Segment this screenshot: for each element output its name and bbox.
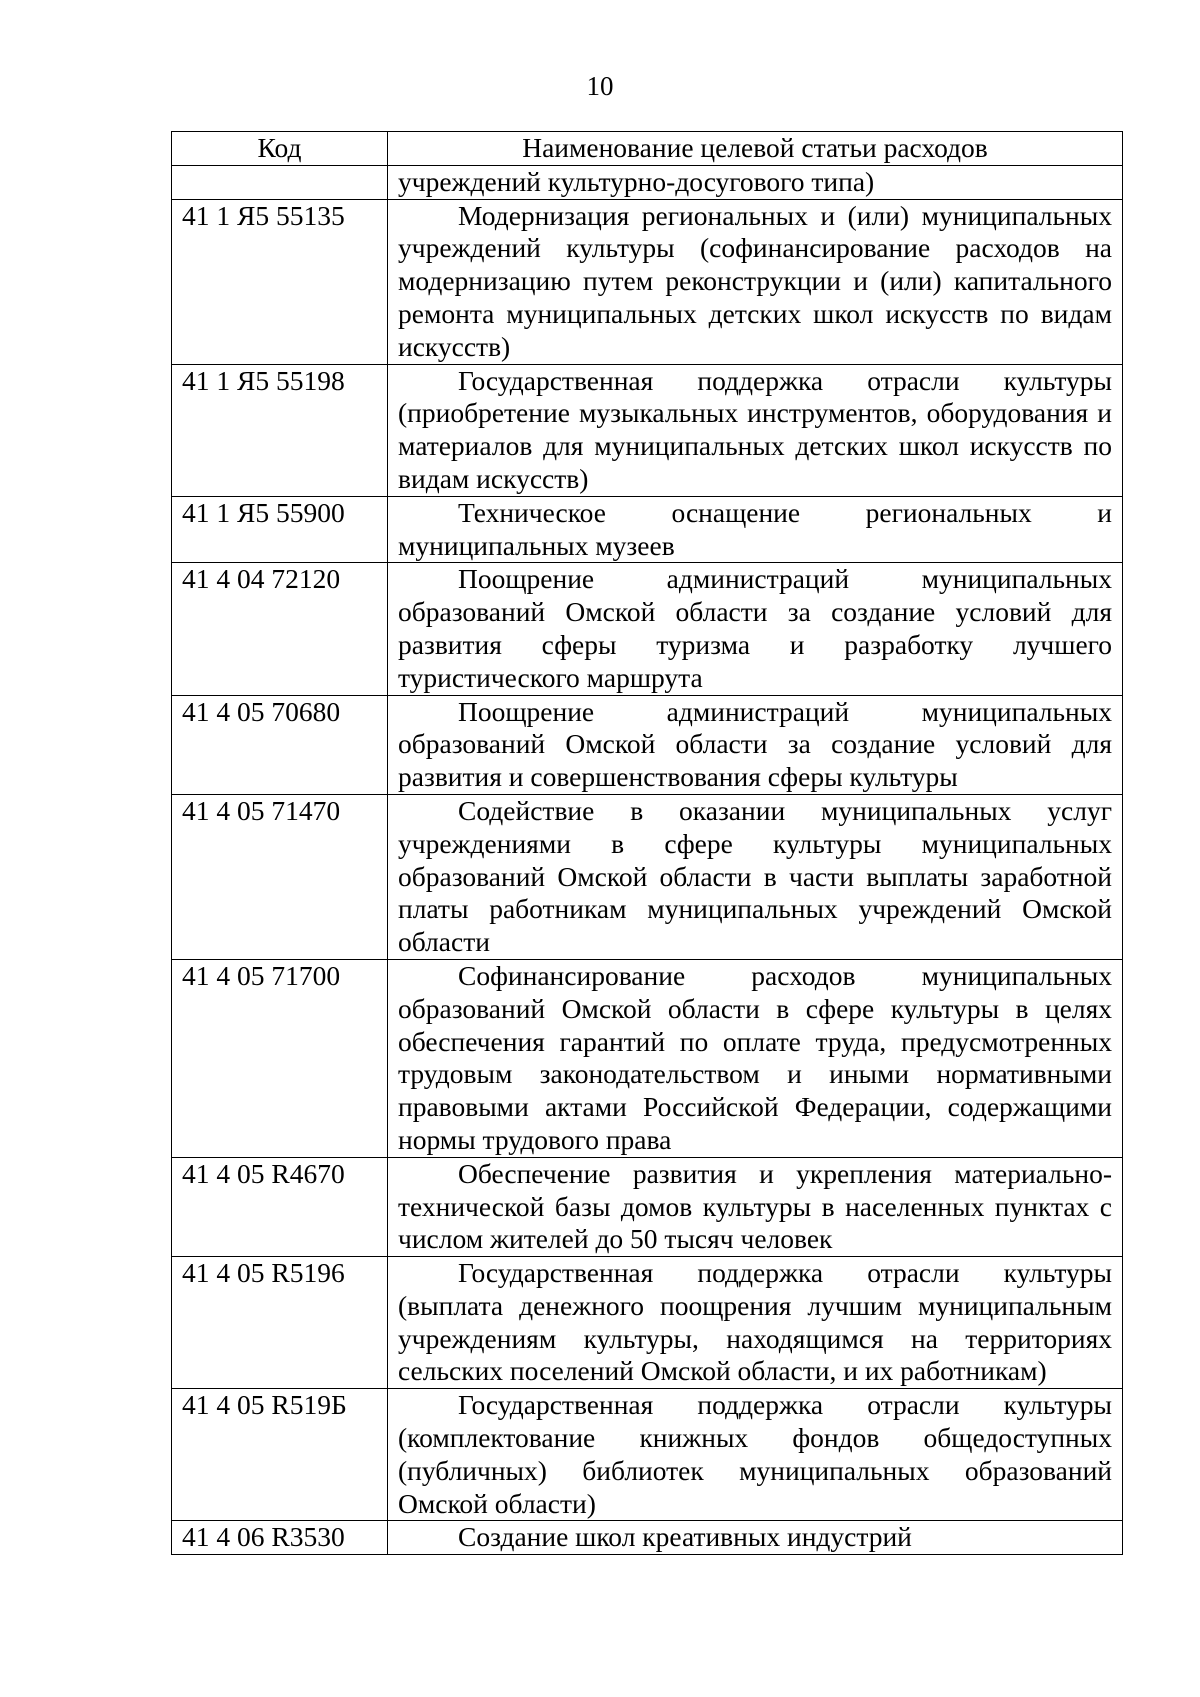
cell-code: 41 4 04 72120: [172, 563, 388, 695]
table-row: [172, 496, 1123, 563]
cell-name: учреждений культурно-досугового типа): [388, 165, 1123, 199]
cell-name: Государственная поддержка отрасли культуры (выплата денежного поощрения лучшим муниципальным учреждениям культуры, находящимся на территориях сельских поселений Омской области, и их работникам): [388, 1257, 1123, 1389]
table-row: [172, 1389, 1123, 1521]
cell-name: Содействие в оказании муниципальных услуг учреждениями в сфере культуры муниципальных образований Омской области в части выплаты заработной платы работникам муниципальных учреждений Омской области: [388, 794, 1123, 959]
cell-code: 41 4 05 R519Б: [172, 1389, 388, 1521]
cell-code: 41 4 05 71700: [172, 959, 388, 1157]
cell-code: 41 4 06 R3530: [172, 1521, 388, 1555]
cell-name: Поощрение администраций муниципальных образований Омской области за создание условий для развития сферы туризма и разработку лучшего туристического маршрута: [388, 563, 1123, 695]
table-row: [172, 959, 1123, 1157]
cell-name: Поощрение администраций муниципальных образований Омской области за создание условий для развития и совершенствования сферы культуры: [388, 695, 1123, 794]
expense-codes-table: [171, 131, 1123, 1555]
table-row: [172, 364, 1123, 496]
cell-name: Техническое оснащение региональных и муниципальных музеев: [388, 496, 1123, 563]
cell-name: Обеспечение развития и укрепления материально-технической базы домов культуры в населенных пунктах с числом жителей до 50 тысяч человек: [388, 1157, 1123, 1256]
table-row: [172, 695, 1123, 794]
header-name: Наименование целевой статьи расходов: [388, 132, 1123, 166]
cell-code: [172, 165, 388, 199]
cell-name: Софинансирование расходов муниципальных образований Омской области в сфере культуры в целях обеспечения гарантий по оплате труда, предусмотренных трудовым законодательством и иными нормативными правовыми актами Российской Федерации, содержащими нормы трудового права: [388, 959, 1123, 1157]
table-row: [172, 199, 1123, 364]
cell-code: 41 4 05 R5196: [172, 1257, 388, 1389]
cell-code: 41 1 Я5 55900: [172, 496, 388, 563]
cell-name: Создание школ креативных индустрий: [388, 1521, 1123, 1555]
table-row: [172, 1157, 1123, 1256]
table-row: [172, 1521, 1123, 1555]
table-row: [172, 1257, 1123, 1389]
cell-code: 41 4 05 71470: [172, 794, 388, 959]
cell-name: Государственная поддержка отрасли культуры (комплектование книжных фондов общедоступных (публичных) библиотек муниципальных образований Омской области): [388, 1389, 1123, 1521]
cell-name: Государственная поддержка отрасли культуры (приобретение музыкальных инструментов, оборудования и материалов для муниципальных детских школ искусств по видам искусств): [388, 364, 1123, 496]
page-number: 10: [586, 71, 614, 101]
table-row-continuation: [172, 165, 1123, 199]
table-row: [172, 794, 1123, 959]
cell-code: 41 4 05 70680: [172, 695, 388, 794]
cell-code: 41 1 Я5 55198: [172, 364, 388, 496]
cell-code: 41 1 Я5 55135: [172, 199, 388, 364]
table-row: [172, 563, 1123, 695]
header-code: Код: [172, 132, 388, 166]
cell-name: Модернизация региональных и (или) муниципальных учреждений культуры (софинансирование расходов на модернизацию путем реконструкции и (или) капитального ремонта муниципальных детских школ искусств по видам искусств): [388, 199, 1123, 364]
table-header-row: [172, 132, 1123, 166]
cell-code: 41 4 05 R4670: [172, 1157, 388, 1256]
